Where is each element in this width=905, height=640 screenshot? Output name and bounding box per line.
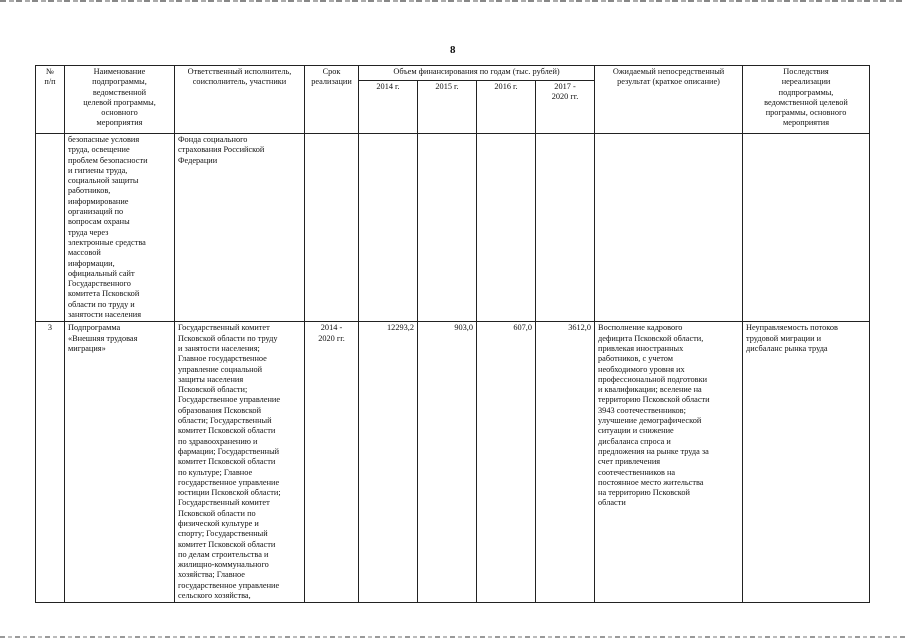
table-header [36, 66, 870, 134]
cell-2014: 12293,2 [359, 322, 418, 603]
cell-executor: Государственный комитет Псковской области по труду и занятости населения; Главное государственное управление социальной защиты населения Псковской области; Государственное управление образования Псковской области; Государственный комитет Псковской области по здравоохранению и фармации; Государственный комитет Псковской области по культуре; Главное государственное управление юстиции Псковской области; Государственный комитет Псковской области по физической культуре и спорту; Государственный комитет Псковской области по делам строительства и жилищно-коммунального хозяйства; Главное государственное управление сельского хозяйства, [175, 322, 305, 603]
header-consequences: Последствия нереализации подпрограммы, ведомственной целевой программы, основного мероприятия [743, 66, 870, 134]
cell-term: 2014 - 2020 гг. [305, 322, 359, 603]
header-result: Ожидаемый непосредственный результат (краткое описание) [595, 66, 743, 134]
header-term: Срок реализации [305, 66, 359, 134]
header-year-2014: 2014 г. [359, 81, 418, 134]
cell-2014 [359, 134, 418, 322]
page-number: 8 [450, 44, 456, 56]
cell-result [595, 134, 743, 322]
cell-2016 [477, 134, 536, 322]
header-year-2015: 2015 г. [418, 81, 477, 134]
header-funding: Объем финансирования по годам (тыс. рублей) [359, 66, 595, 81]
header-year-2016: 2016 г. [477, 81, 536, 134]
scan-bottom-edge [0, 636, 905, 638]
table-row [36, 322, 870, 603]
header-name: Наименование подпрограммы, ведомственной целевой программы, основного мероприятия [65, 66, 175, 134]
cell-executor: Фонда социального страхования Российской Федерации [175, 134, 305, 322]
header-executor: Ответственный исполнитель, соисполнитель, участники [175, 66, 305, 134]
header-year-2017-2020: 2017 - 2020 гг. [536, 81, 595, 134]
cell-name: Подпрограмма «Внешняя трудовая миграция» [65, 322, 175, 603]
cell-num: 3 [36, 322, 65, 603]
cell-num [36, 134, 65, 322]
cell-2016: 607,0 [477, 322, 536, 603]
cell-2015: 903,0 [418, 322, 477, 603]
cell-2017-2020 [536, 134, 595, 322]
cell-2015 [418, 134, 477, 322]
cell-2017-2020: 3612,0 [536, 322, 595, 603]
cell-consequences: Неуправляемость потоков трудовой миграции и дисбаланс рынка труда [743, 322, 870, 603]
header-num: № п/п [36, 66, 65, 134]
cell-term [305, 134, 359, 322]
cell-name: безопасные условия труда, освещение проблем безопасности и гигиены труда, социальной защиты работников, информирование организаций по вопросам охраны труда через электронные средства массовой информации, официальный сайт Государственного комитета Псковской области по труду и занятости населения [65, 134, 175, 322]
scan-top-edge [0, 0, 905, 2]
table-row [36, 134, 870, 322]
cell-consequences [743, 134, 870, 322]
cell-result: Восполнение кадрового дефицита Псковской области, привлекая иностранных работников, с учетом необходимого уровня их профессиональной подготовки и квалификации; вселение на территорию Псковской области 3943 соотечественников; улучшение демографической ситуации и снижение дисбаланса спроса и предложения на рынке труда за счет привлечения соотечественников на постоянное место жительства на территорию Псковской области [595, 322, 743, 603]
program-table [35, 65, 870, 603]
